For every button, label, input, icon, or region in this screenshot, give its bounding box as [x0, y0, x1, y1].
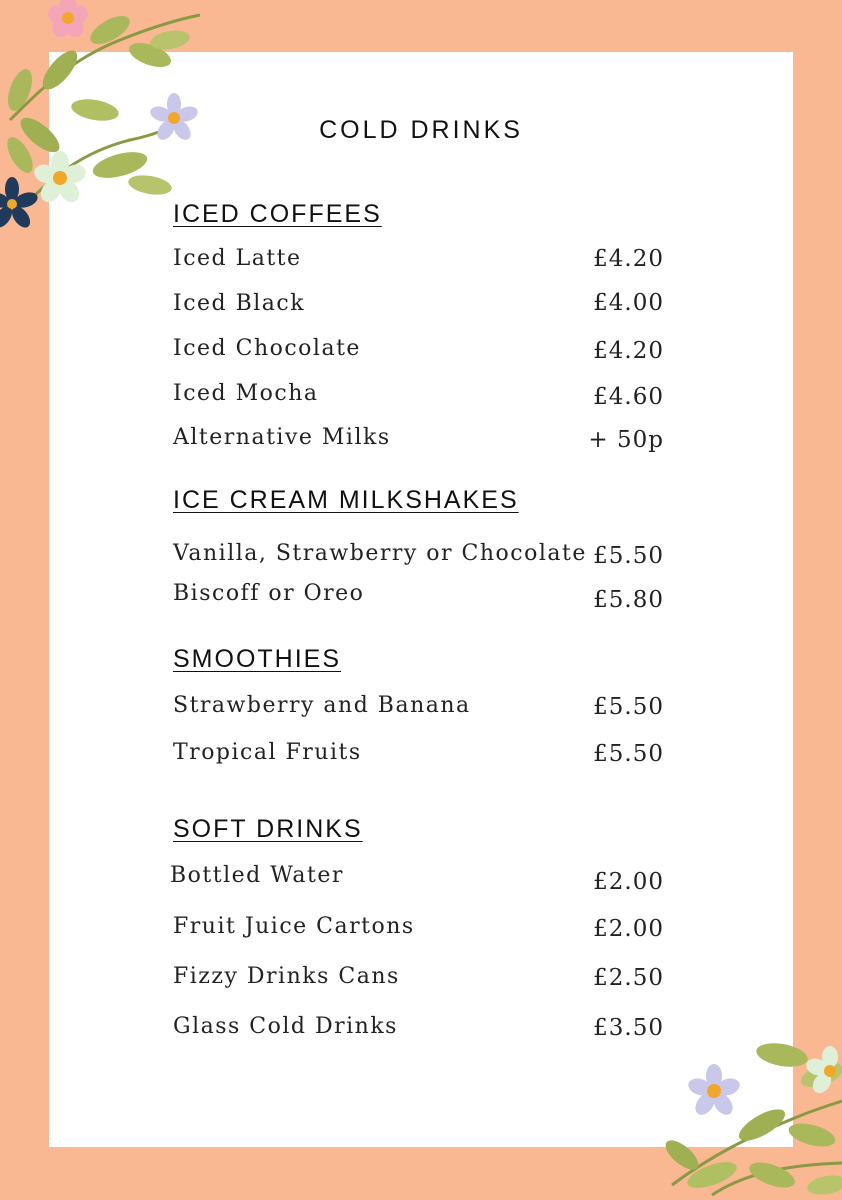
section-heading-iced-coffees: ICED COFFEES	[173, 200, 382, 228]
menu-item-name: Bottled Water	[170, 863, 344, 888]
menu-item-name: Vanilla, Strawberry or Chocolate	[173, 541, 587, 566]
menu-item-name: Biscoff or Oreo	[173, 581, 365, 606]
page-title: COLD DRINKS	[319, 116, 523, 144]
menu-item-price: £5.50	[593, 741, 664, 767]
menu-item-price: £4.20	[593, 338, 664, 364]
menu-item-name: Iced Latte	[173, 246, 302, 271]
menu-item-name: Alternative Milks	[173, 425, 391, 450]
section-heading-ice-cream-milkshakes: ICE CREAM MILKSHAKES	[173, 486, 519, 514]
menu-item-price: £2.00	[593, 869, 664, 895]
menu-item-name: Iced Mocha	[173, 381, 319, 406]
menu-item-name: Glass Cold Drinks	[173, 1014, 398, 1039]
menu-item-price: £5.50	[593, 694, 664, 720]
menu-item-name: Fizzy Drinks Cans	[173, 964, 400, 989]
menu-item-price: £5.80	[593, 587, 664, 613]
navy-flower-icon	[0, 177, 40, 231]
menu-item-price: + 50p	[588, 427, 664, 453]
menu-item-name: Iced Chocolate	[173, 336, 361, 361]
menu-item-price: £2.00	[593, 916, 664, 942]
section-heading-smoothies: SMOOTHIES	[173, 645, 342, 673]
section-heading-soft-drinks: SOFT DRINKS	[173, 815, 363, 843]
menu-item-name: Fruit Juice Cartons	[173, 914, 415, 939]
menu-item-price: £4.00	[593, 290, 664, 316]
menu-item-price: £4.60	[593, 384, 664, 410]
menu-item-name: Tropical Fruits	[173, 740, 362, 765]
menu-item-price: £3.50	[593, 1015, 664, 1041]
lilac-flower-icon	[686, 1064, 742, 1118]
pink-flower-icon	[48, 0, 88, 37]
floral-corner-bottom-right	[652, 1035, 842, 1200]
mint-flower-icon	[804, 1046, 838, 1097]
menu-item-price: £5.50	[593, 543, 664, 569]
menu-item-price: £4.20	[593, 246, 664, 272]
menu-item-name: Iced Black	[173, 291, 306, 316]
menu-item-name: Strawberry and Banana	[173, 693, 471, 718]
menu-item-price: £2.50	[593, 965, 664, 991]
